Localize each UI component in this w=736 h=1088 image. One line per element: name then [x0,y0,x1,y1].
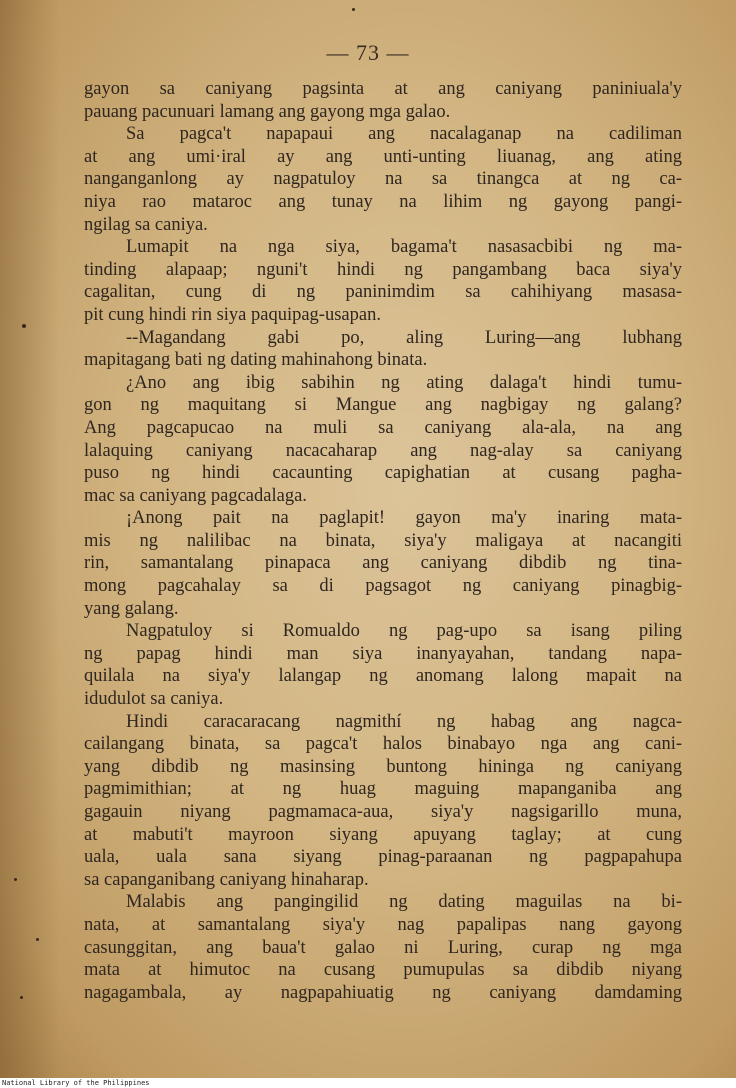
library-credit: National Library of the Philippines [2,1079,150,1087]
text-line: sa capanganibang caniyang hinaharap. [84,869,369,890]
text-line: at mabuti't mayroon siyang apuyang taglay; at cung [84,824,682,845]
text-line: ¡Anong pait na paglapit! gayon ma'y inaring mata- [126,508,682,529]
text-line: yang galang. [84,598,179,619]
text-line: mata at himutoc na cusang pumupulas sa dibdib niyang [84,960,682,981]
ink-speck [14,878,17,881]
text-line: casunggitan, ang baua't galao ni Luring, curap ng mga [84,937,682,958]
text-line: nagagambala, ay nagpapahiuatig ng caniyang damdaming [84,982,682,1003]
text-line: cailangang binata, sa pagca't halos binabayo nga ang cani- [84,734,682,755]
text-line: mapitagang bati ng dating mahinahong binata. [84,350,428,371]
text-line: mac sa caniyang pagcadalaga. [84,485,307,506]
text-line: ngilag sa caniya. [84,214,208,235]
text-line: nata, at samantalang siya'y nag papalipas nang gayong [84,914,682,935]
text-line: Hindi caracaracang nagmithí ng habag ang nagca- [126,711,682,732]
text-line: Ang pagcapucao na muli sa caniyang ala-ala, na ang [84,417,682,438]
text-line: gagauin niyang pagmamaca-aua, siya'y nagsigarillo muna, [84,802,682,822]
text-line: puso ng hindi cacaunting capighatian at cusang pagha- [84,463,682,484]
text-line: pagmimithian; at ng huag maguing mapanganiba ang [84,779,682,800]
text-line: ¿Ano ang ibig sabihin ng ating dalaga't hindi tumu- [126,372,682,393]
ink-speck [352,8,355,11]
text-line: yang dibdib ng masinsing buntong hininga ng caniyang [84,756,682,777]
text-line: Lumapit na nga siya, bagama't nasasacbibi ng ma- [126,237,682,258]
ink-speck [20,996,23,999]
text-line: nanganganlong ay nagpatuloy na sa tinangca at ng ca- [84,169,682,190]
text-line: rin, samantalang pinapaca ang caniyang dibdib ng tina- [84,553,682,574]
text-line: at ang umi·iral ay ang unti-unting liuanag, ang ating [84,146,682,167]
text-line: --Magandang gabi po, aling Luring—ang lubhang [126,327,682,348]
body-text [84,78,682,1004]
ink-speck [22,324,26,328]
text-line: Nagpatuloy si Romualdo ng pag-upo sa isang piling [126,621,682,642]
ink-speck [36,938,39,941]
text-line: gon ng maquitang si Mangue ang nagbigay ng galang? [84,395,682,416]
text-line: cagalitan, cung di ng paninimdim sa cahihiyang masasa- [84,282,682,303]
text-line: niya rao mataroc ang tunay na lihim ng gayong pangi- [84,191,682,212]
text-line: mong pagcahalay sa di pagsagot ng caniyang pinagbig- [84,576,682,597]
text-line: tinding alapaap; nguni't hindi ng pangambang baca siya'y [84,259,682,280]
text-line: uala, uala sana siyang pinag-paraanan ng pagpapahupa [84,847,682,868]
text-line: pit cung hindi rin siya paquipag-usapan. [84,304,381,325]
text-line: pauang pacunuari lamang ang gayong mga galao. [84,101,451,122]
text-line: idudulot sa caniya. [84,689,224,710]
text-line: Sa pagca't napapaui ang nacalaganap na cadiliman [126,124,682,145]
text-line: lalaquing caniyang nacacaharap ang nag-alay sa caniyang [84,440,682,461]
text-line: Malabis ang pangingilid ng dating maguilas na bi- [126,892,682,913]
text-line: mis ng nalilibac na binata, siya'y maligaya at nacangiti [84,530,682,551]
text-line: ng papag hindi man siya inanyayahan, tandang napa- [84,643,682,664]
text-line: gayon sa caniyang pagsinta at ang caniyang paniniuala'y [84,79,682,99]
page-number: — 73 — [326,40,410,65]
page-edge-shadow [0,0,60,1078]
text-line: quilala na siya'y lalangap ng anomang lalong mapait na [84,666,682,687]
